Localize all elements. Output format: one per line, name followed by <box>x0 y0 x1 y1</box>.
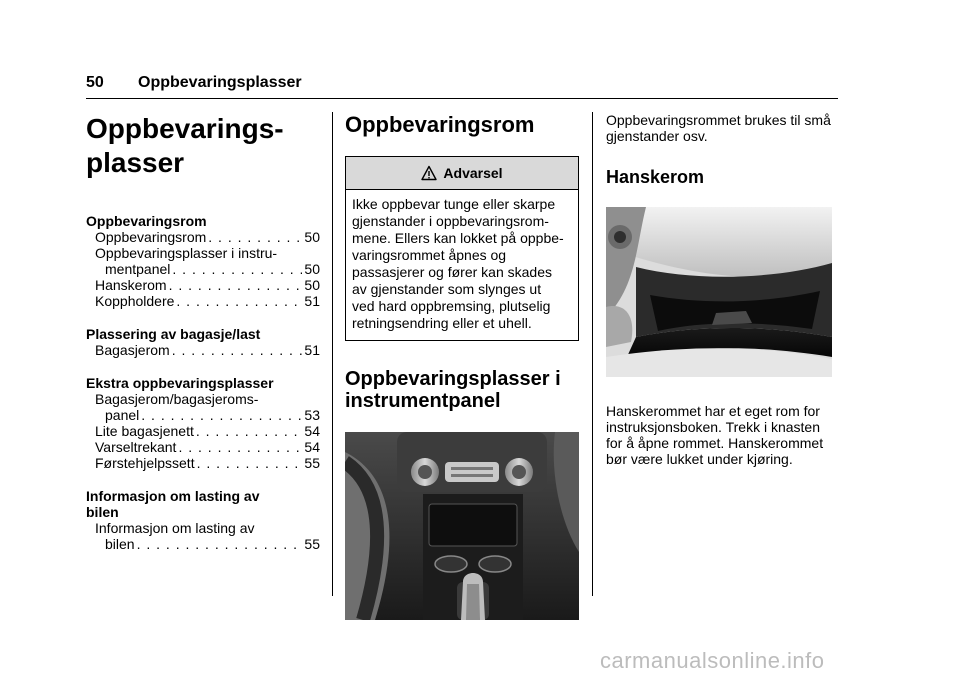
column-divider-2 <box>592 112 593 596</box>
toc-entry-hanskerom[interactable]: Hanskerom . . . 50 <box>86 277 320 293</box>
warning-triangle-icon <box>421 165 437 181</box>
toc-heading-oppbevaringsrom[interactable]: Oppbevaringsrom <box>86 213 207 229</box>
column-divider-1 <box>332 112 333 596</box>
section-title: Oppbevaringsrom <box>345 112 535 137</box>
watermark: carmanualsonline.info <box>600 648 825 673</box>
toc-entry-forstehjelpssett[interactable]: Førstehjelpssett . . . 55 <box>86 455 320 471</box>
toc-entry-lasting[interactable]: bilen . . . 55 <box>86 536 320 552</box>
toc-heading-informasjon[interactable]: Informasjon om lasting av bilen <box>86 488 260 520</box>
header-title: Oppbevaringsplasser <box>138 74 302 91</box>
warning-box <box>345 156 579 341</box>
toc-entry-instrumentpanel-line1[interactable]: Oppbevaringsplasser i instru- <box>95 245 278 261</box>
toc-entry-koppholdere[interactable]: Koppholdere . . . 51 <box>86 293 320 309</box>
warning-title: Advarsel <box>443 165 503 181</box>
page-number: 50 <box>86 74 104 91</box>
toc-column <box>86 112 320 552</box>
warning-text: Ikke oppbevar tunge eller skarpe gjenstander i oppbevaringsrom- mene. Ellers kan lokket på oppbe- varingsrommet åpnes og passasjerer og fører kan skades av gjenstander som slynges ut ved hard oppbremsing, plutselig retningsendring eller et uhell. <box>352 196 564 331</box>
toc-entry-varseltrekant[interactable]: Varseltrekant . . . 54 <box>86 439 320 455</box>
warning-header <box>346 157 578 190</box>
storage-intro: Oppbevaringsrommet brukes til små gjenstander osv. <box>606 112 831 144</box>
toc-entry-oppbevaringsrom[interactable]: Oppbevaringsrom . . . 50 <box>86 229 320 245</box>
page-header <box>86 70 838 100</box>
toc-entry-lasting-line1[interactable]: Informasjon om lasting av <box>95 520 255 536</box>
instrument-panel-storage-photo <box>345 432 579 620</box>
chapter-title: Oppbevarings- plasser <box>86 113 284 178</box>
glovebox-column <box>606 112 838 467</box>
glovebox-text: Hanskerommet har et eget rom for instruksjonsboken. Trekk i knasten for å åpne rommet. Hanskerommet bør være lukket under kjøring. <box>606 403 824 467</box>
subsection-title-instrumentpanel: Oppbevaringsplasser i instrumentpanel <box>345 368 561 412</box>
toc-entry-bagasjeromspanel-line1[interactable]: Bagasjerom/bagasjeroms- <box>95 391 259 407</box>
storage-column <box>345 112 579 620</box>
subsection-title-hanskerom: Hanskerom <box>606 167 705 187</box>
toc-heading-ekstra[interactable]: Ekstra oppbevaringsplasser <box>86 375 274 391</box>
toc-entry-instrumentpanel[interactable]: mentpanel . . . 50 <box>86 261 320 277</box>
toc-entry-bagasjeromspanel[interactable]: panel . . . 53 <box>86 407 320 423</box>
glovebox-photo <box>606 207 832 377</box>
toc-entry-lite-bagasjenett[interactable]: Lite bagasjenett . . . 54 <box>86 423 320 439</box>
header-rule <box>86 98 838 99</box>
toc-heading-plassering[interactable]: Plassering av bagasje/last <box>86 326 261 342</box>
toc-entry-bagasjerom[interactable]: Bagasjerom . . . 51 <box>86 342 320 358</box>
